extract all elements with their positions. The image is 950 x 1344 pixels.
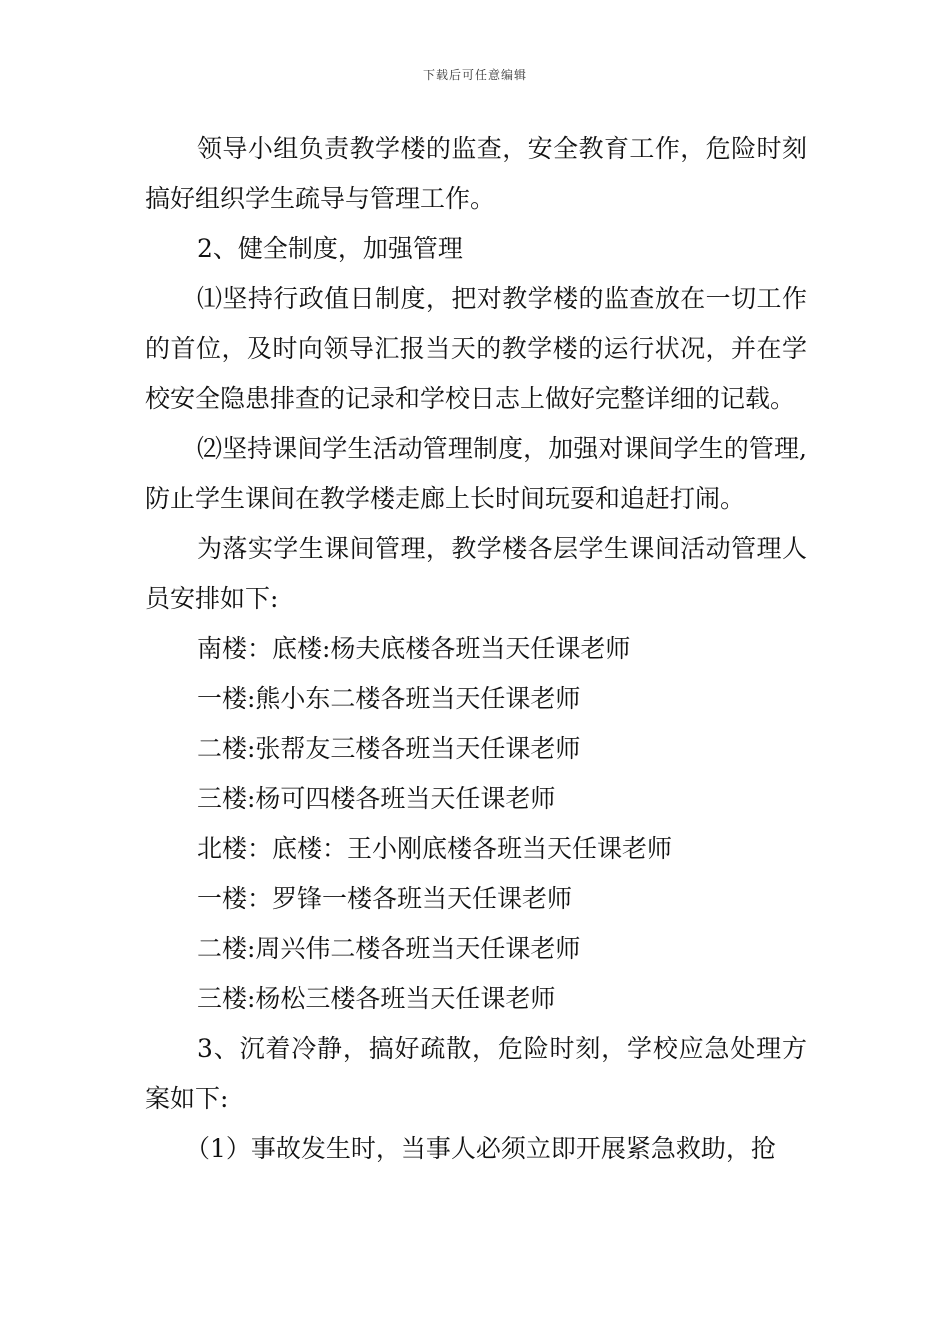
document-body (145, 124, 807, 1174)
list-item: 一楼：罗锋一楼各班当天任课老师 (197, 884, 573, 913)
list-item: 南楼：底楼:杨夫底楼各班当天任课老师 (197, 634, 631, 663)
paragraph-break-management: ⑵坚持课间学生活动管理制度，加强对课间学生的管理,防止学生课间在教学楼走廊上长时间玩耍和追赶打闹。 (145, 434, 807, 513)
paragraph-admin-duty: ⑴坚持行政值日制度，把对教学楼的监查放在一切工作的首位，及时向领导汇报当天的教学楼的运行状况，并在学校安全隐患排查的记录和学校日志上做好完整详细的记载。 (145, 284, 807, 413)
list-item: 三楼:杨可四楼各班当天任课老师 (197, 784, 556, 813)
paragraph-emergency-rescue: （1）事故发生时，当事人必须立即开展紧急救助，抢 (185, 1134, 776, 1163)
list-item: 三楼:杨松三楼各班当天任课老师 (197, 984, 556, 1013)
section-heading-3: 3、沉着冷静，搞好疏散，危险时刻，学校应急处理方案如下: (145, 1034, 807, 1113)
page-header: 下载后可任意编辑 (422, 68, 527, 82)
paragraph-leadership: 领导小组负责教学楼的监查，安全教育工作，危险时刻搞好组织学生疏导与管理工作。 (145, 134, 807, 213)
list-item: 二楼:张帮友三楼各班当天任课老师 (197, 734, 581, 763)
list-item: 北楼：底楼：王小刚底楼各班当天任课老师 (197, 834, 673, 863)
paragraph-staff-arrangement: 为落实学生课间管理，教学楼各层学生课间活动管理人员安排如下: (145, 534, 807, 613)
list-item: 二楼:周兴伟二楼各班当天任课老师 (197, 934, 581, 963)
section-heading-2: 2、健全制度，加强管理 (197, 234, 463, 263)
list-item: 一楼:熊小东二楼各班当天任课老师 (197, 684, 581, 713)
